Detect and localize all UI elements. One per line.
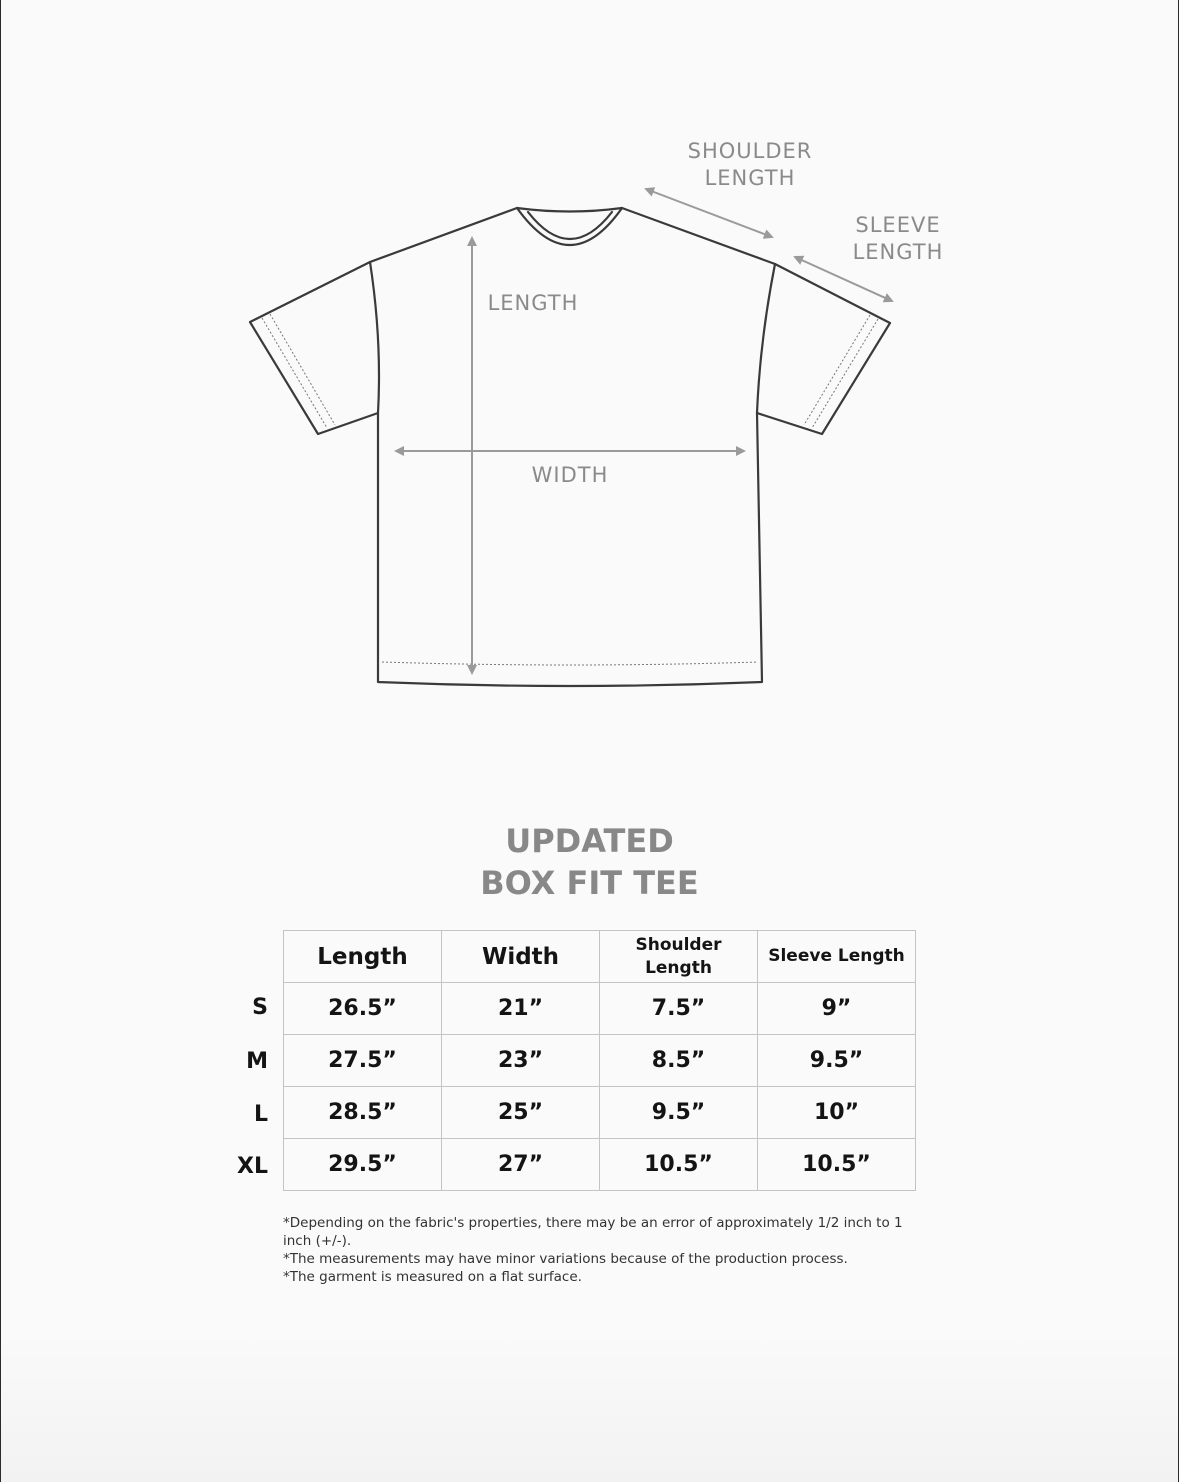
table-header-row [284,931,916,983]
chart-title-line2: BOX FIT TEE [480,864,699,902]
table-row [284,983,916,1035]
chart-title-line1: UPDATED [505,822,674,860]
table-row [284,1035,916,1087]
cell-s-length: 26.5” [284,983,442,1035]
header-shoulder-length: Shoulder Length [600,931,758,983]
size-label-l: L [253,1102,268,1127]
size-label-xl: XL [237,1154,268,1179]
shoulder-arrow [646,189,772,237]
table-row [284,1139,916,1191]
cell-xl-length: 29.5” [284,1139,442,1191]
measure-arrows [396,189,892,673]
size-label-s: S [252,995,268,1020]
width-label: WIDTH [531,463,609,487]
footnotes [283,1214,913,1286]
cell-xl-width: 27” [442,1139,600,1191]
header-length: Length [284,931,442,983]
cell-s-shoulder: 7.5” [600,983,758,1035]
length-label: LENGTH [487,291,579,315]
cell-m-width: 23” [442,1035,600,1087]
cell-l-shoulder: 9.5” [600,1087,758,1139]
cell-m-sleeve: 9.5” [758,1035,916,1087]
stitch-lines [262,314,878,665]
cell-l-width: 25” [442,1087,600,1139]
cell-s-width: 21” [442,983,600,1035]
cell-l-length: 28.5” [284,1087,442,1139]
header-width: Width [442,931,600,983]
cell-xl-sleeve: 10.5” [758,1139,916,1191]
cell-xl-shoulder: 10.5” [600,1139,758,1191]
sleeve-length-label: SLEEVE LENGTH [852,213,944,264]
cell-s-sleeve: 9” [758,983,916,1035]
size-table [283,930,916,1191]
cell-l-sleeve: 10” [758,1087,916,1139]
cell-m-length: 27.5” [284,1035,442,1087]
cell-m-shoulder: 8.5” [600,1035,758,1087]
footnote: *Depending on the fabric's properties, there may be an error of approximately 1/2 inch to 1 inch (+/-). [283,1215,903,1249]
header-sleeve-length: Sleeve Length [758,931,916,983]
footnote: *The garment is measured on a flat surface. [283,1269,582,1285]
table-row [284,1087,916,1139]
footnote: *The measurements may have minor variations because of the production process. [283,1251,848,1267]
shoulder-length-label: SHOULDER LENGTH [687,139,813,190]
tshirt-outline [250,208,890,686]
size-label-m: M [246,1049,268,1074]
